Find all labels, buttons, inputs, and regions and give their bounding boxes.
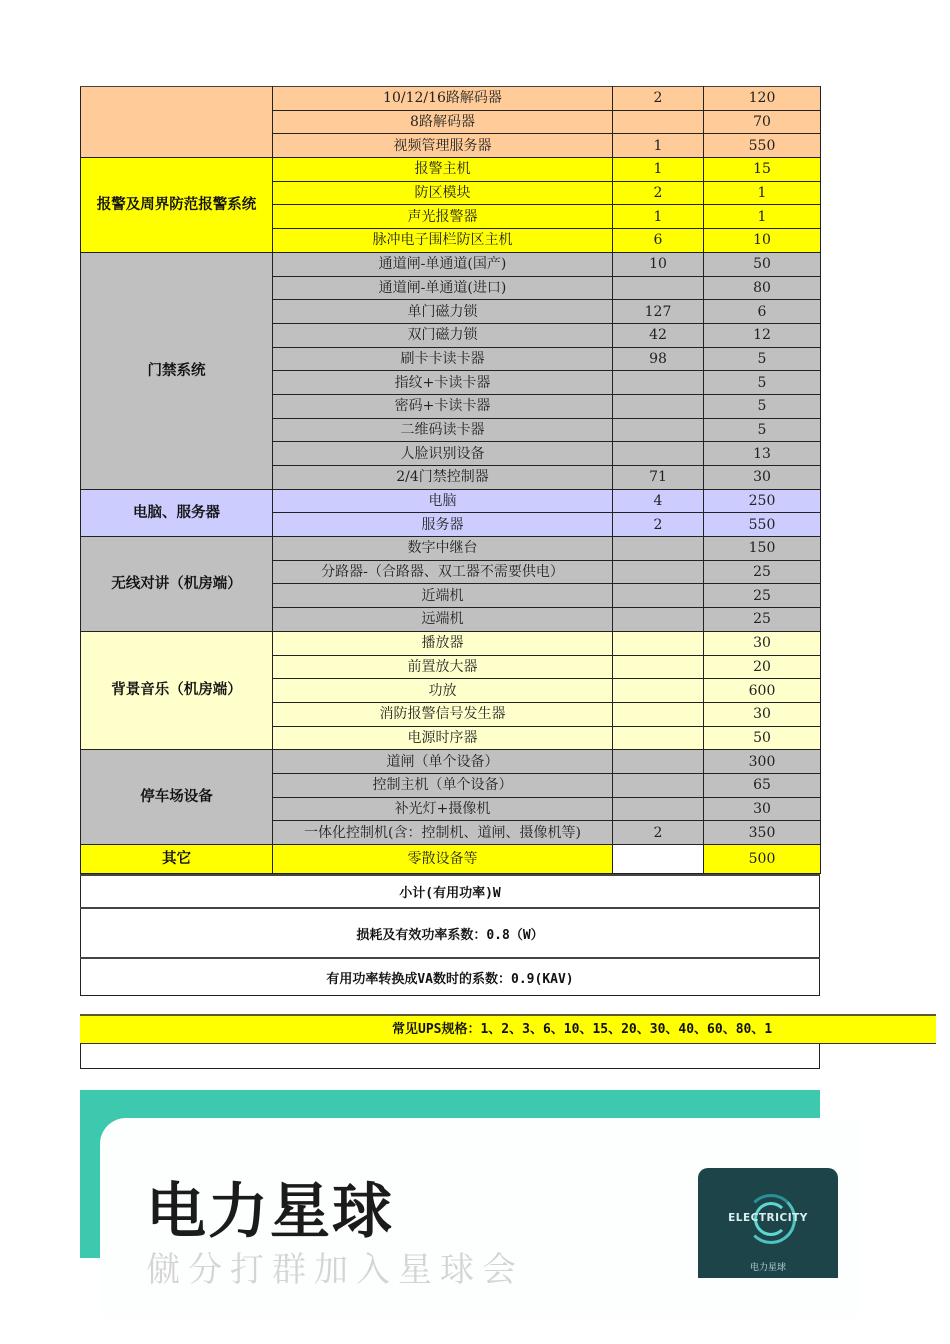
item-cell: 消防报警信号发生器 (273, 702, 613, 726)
loss-factor-label: 损耗及有效功率系数：0.8（W） (81, 908, 820, 958)
table-row (81, 87, 821, 111)
item-cell: 分路器-（合路器、双工器不需要供电） (273, 560, 613, 584)
power-cell: 30 (704, 466, 821, 490)
item-cell: 10/12/16路解码器 (273, 87, 613, 111)
quantity-cell: 2 (613, 181, 704, 205)
quantity-cell (613, 702, 704, 726)
item-cell: 视频管理服务器 (273, 134, 613, 158)
item-cell: 二维码读卡器 (273, 418, 613, 442)
power-cell: 150 (704, 537, 821, 561)
power-cell: 1 (704, 205, 821, 229)
logo-subtext: 电力星球 (749, 1263, 786, 1273)
power-cell: 30 (704, 702, 821, 726)
va-factor-label: 有用功率转换成VA数时的系数：0.9(KAV) (81, 958, 820, 996)
equipment-power-table (80, 86, 821, 874)
quantity-cell (613, 394, 704, 418)
brand-tagline: 僦分打群加入星球会 (146, 1250, 524, 1290)
electricity-logo (698, 1168, 838, 1278)
quantity-cell (613, 276, 704, 300)
power-cell: 30 (704, 797, 821, 821)
item-cell: 电脑 (273, 489, 613, 513)
power-cell: 550 (704, 513, 821, 537)
logo-text: ELECTRICITY (728, 1212, 808, 1224)
category-cell (81, 87, 273, 158)
item-cell: 脉冲电子围栏防区主机 (273, 229, 613, 253)
category-cell: 背景音乐（机房端） (81, 631, 273, 749)
item-cell: 近端机 (273, 584, 613, 608)
power-cell: 1 (704, 181, 821, 205)
quantity-cell (613, 679, 704, 703)
power-calculation-sheet (80, 86, 820, 1069)
power-cell: 25 (704, 608, 821, 632)
promo-banner (80, 1090, 820, 1290)
item-cell: 前置放大器 (273, 655, 613, 679)
power-cell: 25 (704, 584, 821, 608)
quantity-cell (613, 726, 704, 750)
item-cell: 双门磁力锁 (273, 323, 613, 347)
item-cell: 报警主机 (273, 158, 613, 182)
power-cell: 65 (704, 773, 821, 797)
quantity-cell (613, 442, 704, 466)
quantity-cell (613, 371, 704, 395)
item-cell: 零散设备等 (273, 845, 613, 874)
item-cell: 单门磁力锁 (273, 300, 613, 324)
quantity-cell (613, 560, 704, 584)
power-cell: 25 (704, 560, 821, 584)
quantity-cell: 1 (613, 205, 704, 229)
category-cell: 电脑、服务器 (81, 489, 273, 536)
table-row (81, 158, 821, 182)
item-cell: 通道闸-单通道(国产) (273, 252, 613, 276)
ups-specs-label: 常见UPS规格：1、2、3、6、10、15、20、30、40、60、80、1 (392, 1022, 773, 1037)
quantity-cell (613, 845, 704, 874)
quantity-cell: 1 (613, 158, 704, 182)
power-cell: 5 (704, 371, 821, 395)
promo-card (100, 1118, 860, 1318)
brand-title: 电力星球 (146, 1177, 394, 1247)
category-cell: 停车场设备 (81, 750, 273, 845)
power-cell: 15 (704, 158, 821, 182)
item-cell: 数字中继台 (273, 537, 613, 561)
item-cell: 人脸识别设备 (273, 442, 613, 466)
table-row (81, 750, 821, 774)
power-cell: 500 (704, 845, 821, 874)
quantity-cell (613, 631, 704, 655)
quantity-cell (613, 608, 704, 632)
quantity-cell (613, 418, 704, 442)
item-cell: 防区模块 (273, 181, 613, 205)
quantity-cell: 71 (613, 466, 704, 490)
quantity-cell: 10 (613, 252, 704, 276)
quantity-cell: 127 (613, 300, 704, 324)
quantity-cell (613, 655, 704, 679)
power-cell: 250 (704, 489, 821, 513)
item-cell: 声光报警器 (273, 205, 613, 229)
item-cell: 播放器 (273, 631, 613, 655)
quantity-cell (613, 537, 704, 561)
power-cell: 13 (704, 442, 821, 466)
item-cell: 电源时序器 (273, 726, 613, 750)
quantity-cell (613, 750, 704, 774)
table-row (81, 537, 821, 561)
table-row (81, 489, 821, 513)
quantity-cell (613, 110, 704, 134)
quantity-cell: 98 (613, 347, 704, 371)
ups-specs-row (80, 1014, 936, 1044)
item-cell: 远端机 (273, 608, 613, 632)
item-cell: 密码+卡读卡器 (273, 394, 613, 418)
quantity-cell: 2 (613, 87, 704, 111)
quantity-cell (613, 584, 704, 608)
quantity-cell: 42 (613, 323, 704, 347)
category-cell: 无线对讲（机房端） (81, 537, 273, 632)
power-cell: 6 (704, 300, 821, 324)
quantity-cell: 4 (613, 489, 704, 513)
power-cell: 5 (704, 394, 821, 418)
quantity-cell: 1 (613, 134, 704, 158)
power-cell: 5 (704, 418, 821, 442)
power-cell: 10 (704, 229, 821, 253)
table-row (81, 845, 821, 874)
item-cell: 服务器 (273, 513, 613, 537)
item-cell: 补光灯+摄像机 (273, 797, 613, 821)
item-cell: 控制主机（单个设备） (273, 773, 613, 797)
quantity-cell (613, 797, 704, 821)
power-cell: 20 (704, 655, 821, 679)
category-cell: 其它 (81, 845, 273, 874)
item-cell: 一体化控制机(含：控制机、道闸、摄像机等) (273, 821, 613, 845)
power-cell: 70 (704, 110, 821, 134)
power-cell: 12 (704, 323, 821, 347)
power-cell: 80 (704, 276, 821, 300)
item-cell: 功放 (273, 679, 613, 703)
category-cell: 报警及周界防范报警系统 (81, 158, 273, 253)
item-cell: 道闸（单个设备） (273, 750, 613, 774)
table-row (81, 252, 821, 276)
item-cell: 指纹+卡读卡器 (273, 371, 613, 395)
quantity-cell: 2 (613, 513, 704, 537)
power-cell: 5 (704, 347, 821, 371)
item-cell: 2/4门禁控制器 (273, 466, 613, 490)
quantity-cell: 6 (613, 229, 704, 253)
power-cell: 300 (704, 750, 821, 774)
table-row (81, 631, 821, 655)
category-cell: 门禁系统 (81, 252, 273, 489)
power-cell: 350 (704, 821, 821, 845)
subtotal-label: 小计(有用功率)W (81, 875, 820, 908)
item-cell: 8路解码器 (273, 110, 613, 134)
item-cell: 通道闸-单通道(进口) (273, 276, 613, 300)
quantity-cell (613, 773, 704, 797)
power-cell: 120 (704, 87, 821, 111)
item-cell: 刷卡卡读卡器 (273, 347, 613, 371)
power-cell: 50 (704, 252, 821, 276)
quantity-cell: 2 (613, 821, 704, 845)
power-cell: 550 (704, 134, 821, 158)
power-cell: 50 (704, 726, 821, 750)
power-cell: 600 (704, 679, 821, 703)
power-cell: 30 (704, 631, 821, 655)
